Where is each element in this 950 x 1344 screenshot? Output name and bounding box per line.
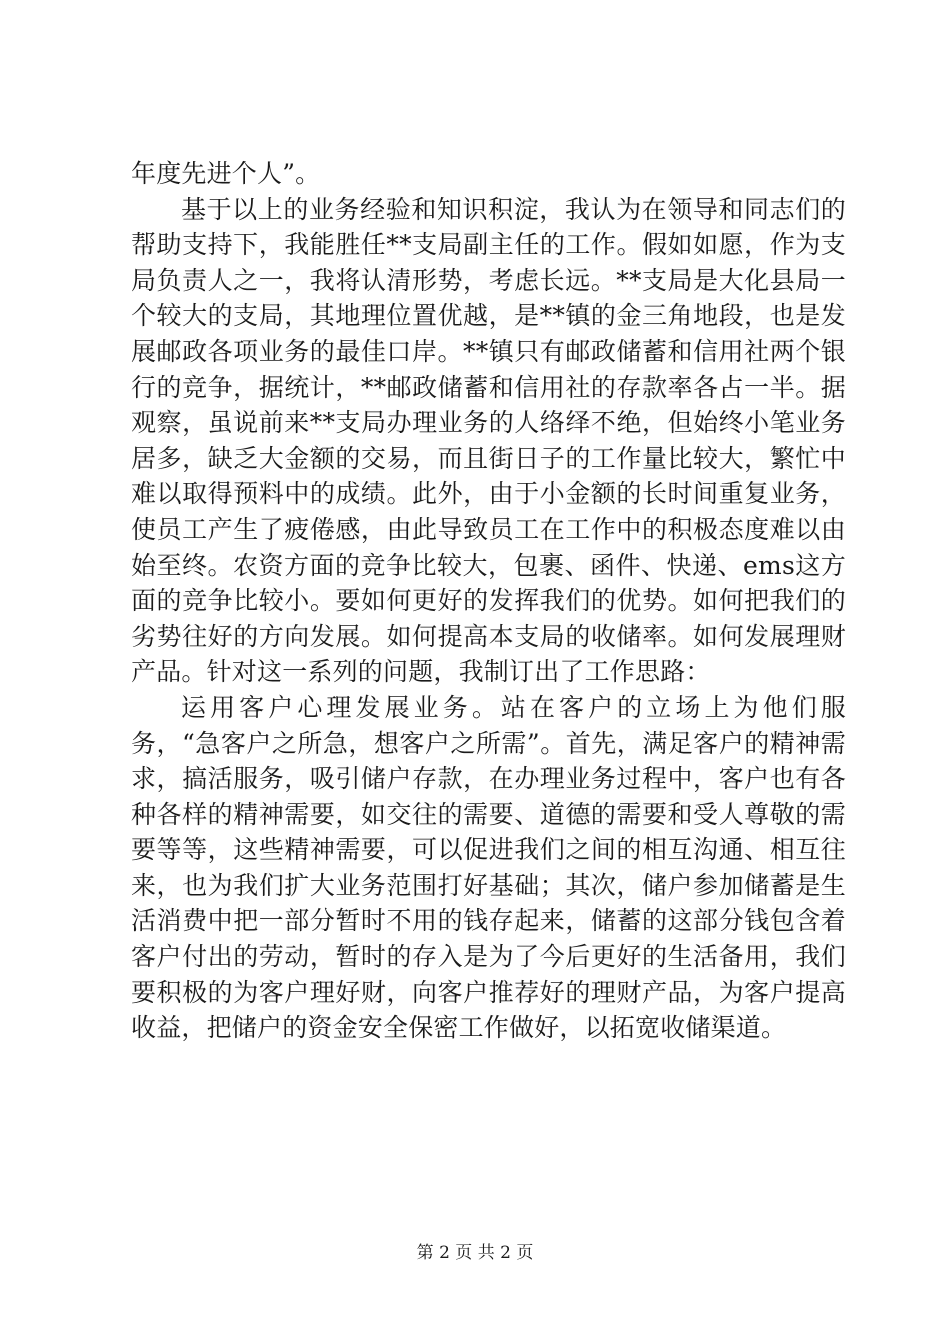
paragraph-work-plan: 基于以上的业务经验和知识积淀，我认为在领导和同志们的帮助支持下，我能胜任**支局副主任的工作。假如如愿，作为支局负责人之一，我将认清形势，考虑长远。**支局是大化县局一个较大的支局，其地理位置优越，是**镇的金三角地段，也是发展邮政各项业务的最佳口岸。**镇只有邮政储蓄和信用社两个银行的竞争，据统计，**邮政储蓄和信用社的存款率各占一半。据观察，虽说前来**支局办理业务的人络绎不绝，但始终小笔业务居多，缺乏大金额的交易，而且街日子的工作量比较大，繁忙中难以取得预料中的成绩。此外，由于小金额的长时间重复业务，使员工产生了疲倦感，由此导致员工在工作中的积极态度难以由始至终。农资方面的竞争比较大，包裹、函件、快递、ems这方面的竞争比较小。要如何更好的发挥我们的优势。如何把我们的劣势往好的方向发展。如何提高本支局的收储率。如何发展理财产品。针对这一系列的问题，我制订出了工作思路： — [131, 194, 846, 687]
paragraph-customer-psychology: 运用客户心理发展业务。站在客户的立场上为他们服务，“急客户之所急，想客户之所需”。首先，满足客户的精神需求，搞活服务，吸引储户存款，在办理业务过程中，客户也有各种各样的精神需要，如交往的需要、道德的需要和受人尊敬的需要等等，这些精神需要，可以促进我们之间的相互沟通、相互往来，也为我们扩大业务范围打好基础；其次，储户参加储蓄是生活消费中把一部分暂时不用的钱存起来，储蓄的这部分钱包含着客户付出的劳动，暂时的存入是为了今后更好的生活备用，我们要积极的为客户理好财，向客户推荐好的理财产品，为客户提高收益，把储户的资金安全保密工作做好，以拓宽收储渠道。 — [131, 692, 846, 1043]
document-body — [131, 156, 846, 1046]
page-footer: 第 2 页 共 2 页 — [416, 1243, 534, 1263]
paragraph-continuation: 年度先进个人”。 — [131, 159, 321, 188]
